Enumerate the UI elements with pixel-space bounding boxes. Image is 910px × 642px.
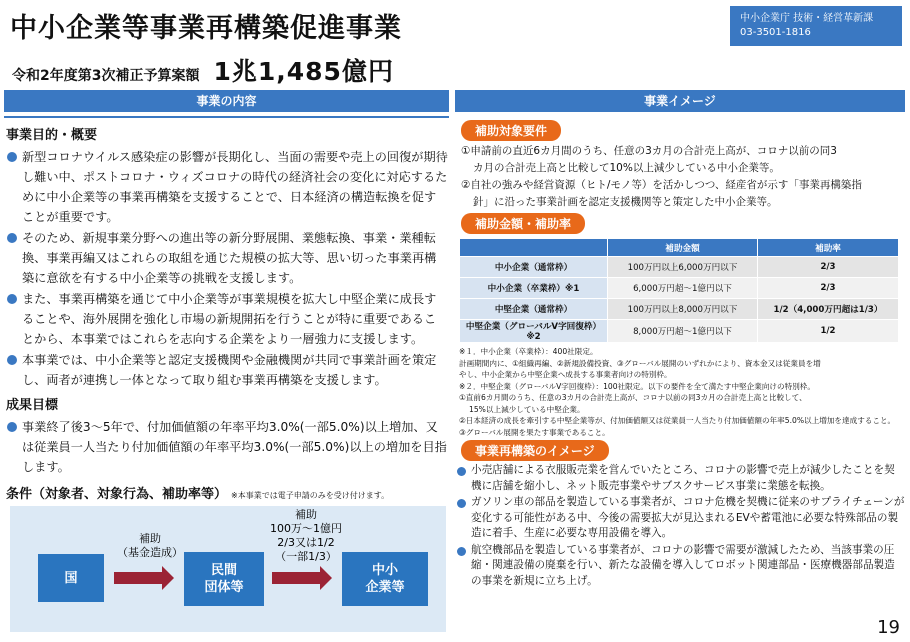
- conditions-note: ※本事業では電子申請のみを受け付けます。: [231, 491, 390, 500]
- footnote-line: やし、中小企業から中堅企業へ成長する事業者向けの特別枠。: [459, 370, 672, 379]
- table-cell-rate: 2/3: [758, 257, 899, 278]
- left-panel-header: 事業の内容: [4, 90, 449, 112]
- arrow2-label-line: 100万～1億円: [270, 522, 342, 535]
- left-divider: [4, 116, 449, 118]
- list-item-text: 本事業では、中小企業等と認定支援機関や金融機関が共同で事業計画を策定し、両者が連携し一体となって取り組む事業再構築を支援します。: [22, 353, 437, 387]
- goal-heading: 成果目標: [6, 398, 59, 413]
- arrow2-label-line: 2/3又は1/2: [277, 536, 335, 549]
- budget-amount: 1兆1,485億円: [213, 57, 394, 86]
- table-header-cell: 補助率: [758, 239, 899, 257]
- requirement-line: ①申請前の直近6カ月間のうち、任意の3カ月の合計売上高が、コロナ以前の同3: [461, 145, 837, 157]
- list-item-text: 小売店舗による衣服販売業を営んでいたところ、コロナの影響で売上が減少したことを契機に店舗を縮小し、ネット販売事業やサブスクサービス事業に業態を転換。: [471, 464, 895, 492]
- department-name: 中小企業庁 技術・経営革新課: [740, 13, 874, 24]
- arrow2-label-line: 補助: [295, 508, 317, 521]
- requirement-line: カ月の合計売上高と比較して10%以上減少している中小企業等。: [473, 162, 780, 174]
- footnotes: [455, 346, 905, 438]
- table-cell-category: 中堅企業（グローバルV字回復枠）※2: [460, 320, 608, 343]
- footnote-line: 計画期間内に、①組織再編、②新規設備投資、③グローバル展開のいずれかにより、資本金又は従業員を増: [459, 358, 821, 368]
- table-header-row: [460, 239, 899, 257]
- node-private-org: [184, 552, 264, 606]
- purpose-heading: 事業目的・概要: [6, 128, 98, 143]
- bullet-icon: [7, 233, 17, 243]
- table-header-cell: 補助金額: [608, 239, 758, 257]
- footnote-line: ①直前6カ月間のうち、任意の3カ月の合計売上高が、コロナ以前の同3カ月の合計売上高と比較して、: [459, 393, 807, 402]
- node-private-line: 民間: [210, 563, 237, 578]
- image-pill: 事業再構築のイメージ: [461, 440, 609, 461]
- purpose-list: [6, 147, 448, 390]
- table-cell-amount: 100万円以上6,000万円以下: [608, 257, 758, 278]
- list-item: [6, 289, 448, 349]
- right-panel: [455, 116, 905, 590]
- list-item-text: また、事業再構築を通じて中小企業等が事業規模を拡大し中堅企業に成長することや、海外展開を強化し市場の新規開拓を行うことが特に重要であることから、本事業ではこれらを志向する企業をより一層強力に支援します。: [22, 292, 437, 346]
- footnote-line: ③グローバル展開を果たす事業であること。: [459, 427, 610, 437]
- list-item: [6, 350, 448, 390]
- table-cell-rate: 1/2（4,000万円超は1/3）: [758, 299, 899, 320]
- footnote-line: 15%以上減少している中堅企業。: [469, 404, 585, 414]
- node-country: 国: [38, 554, 104, 602]
- table-row: [460, 278, 899, 299]
- list-item-text: ガソリン車の部品を製造している事業者が、コロナ危機を契機に従来のサプライチェーンが変化する可能性がある中、今後の需要拡大が見込まれるEVや蓄電池に必要な特殊部品の製造に着手、生産に必要な専用設備を導入。: [471, 496, 905, 539]
- left-panel: [6, 120, 448, 502]
- conditions-heading: 条件（対象者、対象行為、補助率等）: [6, 487, 228, 502]
- requirement-line: ②自社の強みや経営資源（ヒト/モノ等）を活かしつつ、経産省が示す「事業再構築指: [461, 179, 862, 191]
- node-sme-line: 中小: [371, 563, 398, 578]
- table-cell-rate: 2/3: [758, 278, 899, 299]
- arrow1-label-line: （基金造成）: [117, 546, 183, 559]
- bullet-icon: [457, 467, 466, 476]
- node-sme-line: 企業等: [365, 580, 405, 595]
- department-phone: 03-3501-1816: [740, 27, 811, 38]
- footnote-line: ※１．中小企業（卒業枠）：400社限定。: [459, 347, 598, 356]
- table-row: [460, 257, 899, 278]
- table-cell-category: 中堅企業（通常枠）: [460, 299, 608, 320]
- list-item: [6, 147, 448, 227]
- arrow2-label-line: （一部1/3）: [275, 550, 337, 563]
- arrow1-label: [110, 532, 190, 560]
- bullet-icon: [457, 547, 466, 556]
- requirement-line: 針」に沿った事業計画を認定支援機関等と策定した中小企業等。: [473, 196, 778, 208]
- goal-list: [6, 417, 448, 477]
- table-cell-amount: 8,000万円超～1億円以下: [608, 320, 758, 343]
- footnote-line: ※２．中堅企業（グローバルV字回復枠）：100社限定。以下の要件を全て満たす中堅企業向けの特別枠。: [459, 381, 815, 391]
- table-cell-amount: 100万円以上8,000万円以下: [608, 299, 758, 320]
- node-sme: [342, 552, 428, 606]
- subsidy-rate-table: [459, 238, 899, 343]
- budget-label: 令和2年度第3次補正予算案額: [12, 68, 200, 84]
- bullet-icon: [7, 294, 17, 304]
- amount-rate-pill: 補助金額・補助率: [461, 213, 585, 234]
- list-item: [455, 463, 905, 494]
- footnote-line: ②日本経済の成長を牽引する中堅企業等が、付加価値額又は従業員一人当たり付加価値額の年率5.0%以上増加を達成すること。: [459, 416, 896, 425]
- budget-line: [12, 52, 394, 88]
- bullet-icon: [7, 422, 17, 432]
- list-item: [6, 417, 448, 477]
- requirements-pill: 補助対象要件: [461, 120, 561, 141]
- image-examples-list: [455, 463, 905, 589]
- arrow-right-icon: [272, 572, 322, 584]
- node-private-line: 団体等: [204, 580, 244, 595]
- list-item: [6, 228, 448, 288]
- bullet-icon: [7, 152, 17, 162]
- right-panel-header: 事業イメージ: [455, 90, 905, 112]
- arrow2-label: [256, 508, 356, 564]
- bullet-icon: [7, 355, 17, 365]
- conditions-heading-row: [6, 483, 448, 502]
- table-cell-rate: 1/2: [758, 320, 899, 343]
- page-title: 中小企業等事業再構築促進事業: [10, 13, 402, 44]
- list-item: [455, 543, 905, 590]
- requirements-text: [455, 143, 905, 211]
- table-header-cell: [460, 239, 608, 257]
- page-number: 19: [877, 617, 900, 638]
- table-cell-category: 中小企業（通常枠）: [460, 257, 608, 278]
- list-item-text: 新型コロナウイルス感染症の影響が長期化し、当面の需要や売上の回復が期待し難い中、ポストコロナ・ウィズコロナの時代の経済社会の変化に対応するために中小企業等の事業再構築を支援することで、日本経済の構造転換を促すことが重要です。: [22, 150, 448, 224]
- table-row: [460, 299, 899, 320]
- funding-flow-diagram: [10, 506, 446, 632]
- bullet-icon: [457, 499, 466, 508]
- arrow1-label-line: 補助: [139, 532, 161, 545]
- table-row: [460, 320, 899, 343]
- list-item-text: 航空機部品を製造している事業者が、コロナの影響で需要が激減したため、当該事業の圧縮・関連設備の廃棄を行い、新たな設備を導入してロボット関連部品・医療機器部品製造の事業を新規に立ち上げ。: [471, 543, 895, 587]
- list-item-text: 事業終了後3～5年で、付加価値額の年率平均3.0%(一部5.0%)以上増加、又は従業員一人当たり付加価値額の年率平均3.0%(一部5.0%)以上の増加を目指します。: [22, 420, 447, 474]
- department-contact: [730, 6, 902, 46]
- table-cell-amount: 6,000万円超～1億円以下: [608, 278, 758, 299]
- list-item: [455, 495, 905, 542]
- list-item-text: そのため、新規事業分野への進出等の新分野展開、業態転換、事業・業種転換、事業再編又はこれらの取組を通じた規模の拡大等、思い切った事業再構築に意欲を有する中小企業等の挑戦を支援します。: [22, 231, 437, 285]
- table-cell-category: 中小企業（卒業枠）※1: [460, 278, 608, 299]
- arrow-right-icon: [114, 572, 164, 584]
